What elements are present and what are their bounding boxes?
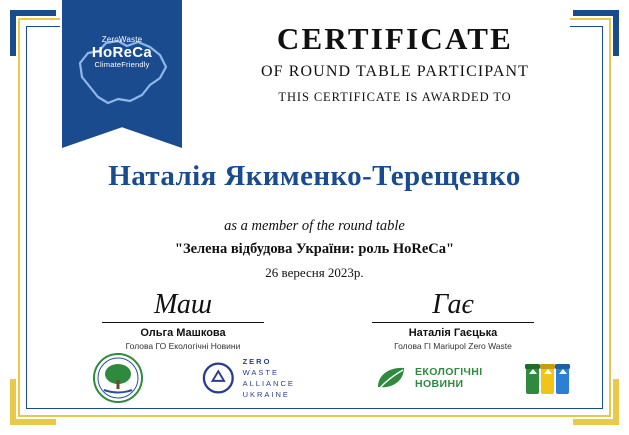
role-line: as a member of the round table (224, 218, 405, 234)
partner-zero-waste-alliance (202, 352, 342, 404)
heading-block (190, 22, 600, 105)
green-leaf-icon (374, 363, 408, 393)
logo-line-climatefriendly: ClimateFriendly (94, 60, 150, 70)
partner-recycling-bins (522, 352, 580, 404)
partner-line-2: WASTE (242, 367, 279, 377)
issue-date: 26 вересня 2023р. (265, 265, 364, 280)
partner-line-2: НОВИНИ (415, 378, 464, 390)
event-title: "Зелена відбудова України: роль HoReCa" (174, 241, 455, 257)
signature-block-right (348, 288, 558, 351)
signatory-role: Голова ГІ Mariupol Zero Waste (394, 341, 512, 351)
signature-mark: Гає (432, 289, 474, 320)
partner-green-blue-circle (68, 352, 172, 404)
recipient-name: Наталія Якименко-Терещенко (108, 160, 521, 192)
partner-logos-row (52, 352, 582, 408)
logo-line-horeca: HoReCa (91, 44, 153, 62)
logo-line-zerowaste: ZeroWaste (101, 35, 143, 44)
signature-rule (372, 322, 534, 323)
corner-accent-bottom-left (10, 379, 56, 425)
corner-accent-top-left (10, 10, 56, 56)
awarded-to-text: THIS CERTIFICATE IS AWARDED TO (278, 90, 512, 105)
recycling-bins-icon (522, 354, 578, 402)
certificate-title: CERTIFICATE (276, 21, 514, 56)
signatory-role: Голова ГО Екологічні Новини (125, 341, 241, 351)
signatory-name: Наталія Гаєцька (408, 327, 498, 339)
certificate-body (40, 218, 589, 281)
partner-line-3: ALLIANCE UKRAINE (242, 379, 295, 400)
signature-rule (102, 322, 264, 323)
signature-block-left (78, 288, 288, 351)
certificate-subtitle: OF ROUND TABLE PARTICIPANT (260, 63, 530, 81)
signature-mark: Маш (153, 289, 213, 320)
partner-ecological-news (374, 352, 514, 404)
logo-block (62, 16, 182, 126)
partner-line-1: ЕКОЛОГІЧНІ (415, 365, 483, 378)
partner-line-1: ZERO (242, 356, 272, 366)
tree-emblem-icon (68, 352, 168, 404)
signatory-name: Ольга Машкова (140, 327, 226, 339)
recycle-circle-icon (202, 361, 235, 395)
